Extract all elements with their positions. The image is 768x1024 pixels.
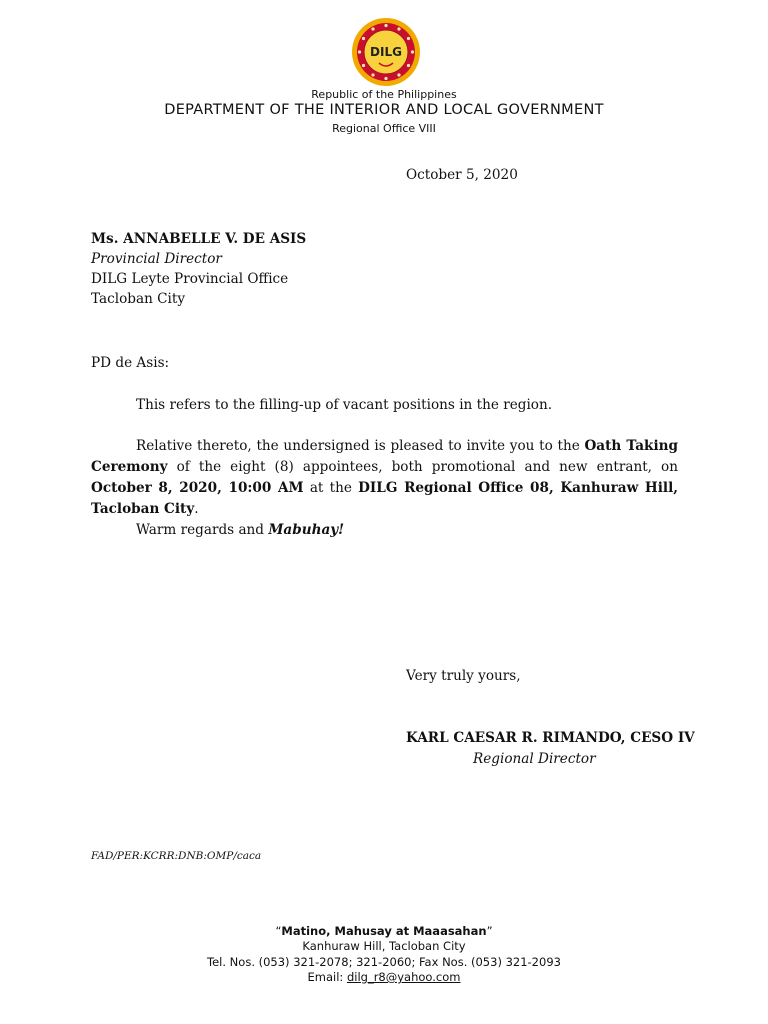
recipient-block (91, 229, 306, 309)
p3-text: Warm regards and (136, 522, 269, 538)
footer-address: Kanhuraw Hill, Tacloban City (302, 939, 466, 953)
email-link[interactable]: dilg_r8@yahoo.com (346, 970, 461, 984)
salutation: PD de Asis: (91, 355, 170, 371)
recipient-office: DILG Leyte Provincial Office (91, 271, 289, 287)
footer-phones: Tel. Nos. (053) 321-2078; 321-2060; Fax Nos. (053) 321-2093 (207, 955, 561, 969)
event-name: Oath Taking Ceremony (91, 438, 678, 475)
regional-office: Regional Office VIII (332, 122, 436, 135)
motto-text: Matino, Mahusay at Maaasahan (281, 924, 487, 938)
event-venue: DILG Regional Office 08, Kanhuraw Hill, Tacloban City (91, 480, 678, 517)
department-name: DEPARTMENT OF THE INTERIOR AND LOCAL GOVERNMENT (164, 102, 604, 118)
footer-motto: “Matino, Mahusay at Maaasahan” (275, 924, 493, 938)
closing: Very truly yours, (406, 668, 521, 684)
event-datetime: October 8, 2020, 10:00 AM (91, 480, 304, 496)
signer-title: Regional Director (473, 751, 596, 767)
email-label: Email: (307, 970, 347, 984)
recipient-title: Provincial Director (91, 251, 222, 267)
dilg-seal-logo (351, 17, 421, 87)
paragraph-3 (91, 520, 678, 540)
p2-text-2: of the eight (8) appointees, both promotional and new entrant, on (167, 459, 678, 475)
footer-email (0, 970, 768, 985)
reference-code: FAD/PER:KCRR:DNB:OMP/caca (91, 850, 262, 862)
recipient-city: Tacloban City (91, 291, 186, 307)
seal-text: DILG (370, 45, 402, 59)
recipient-name: Ms. ANNABELLE V. DE ASIS (91, 231, 307, 247)
p2-text-4: . (194, 501, 199, 517)
paragraph-2 (91, 436, 678, 520)
p2-text-1: Relative thereto, the undersigned is pleased to invite you to the (136, 438, 585, 454)
p3-emphasis: Mabuhay! (268, 522, 345, 538)
p2-text-3: at the (303, 480, 359, 496)
paragraph-1: This refers to the filling-up of vacant positions in the region. (136, 397, 553, 413)
signer-name: KARL CAESAR R. RIMANDO, CESO IV (406, 730, 695, 746)
letter-date: October 5, 2020 (406, 167, 518, 183)
republic-line: Republic of the Philippines (311, 88, 457, 101)
